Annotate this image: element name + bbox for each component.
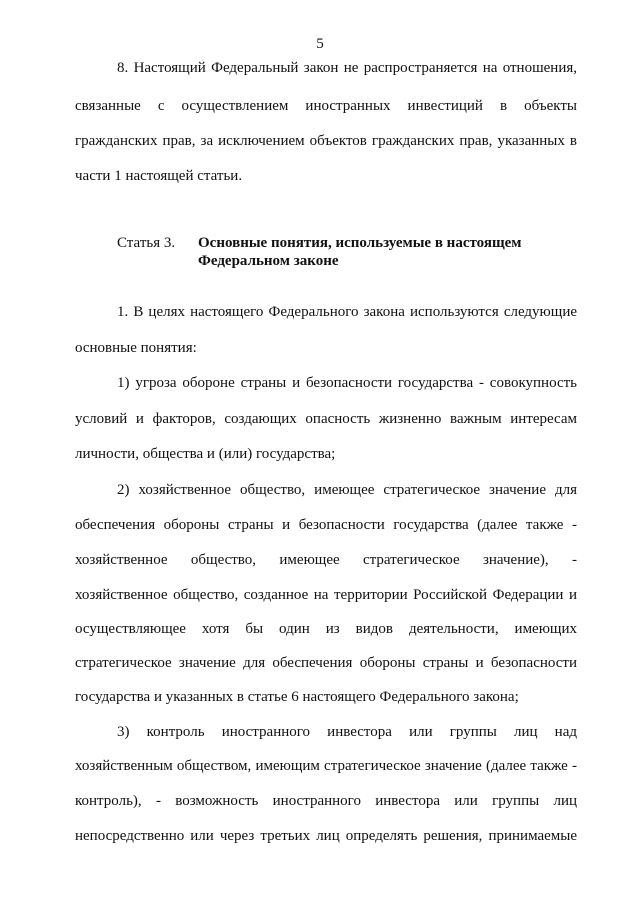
item-2-line-7: государства и указанных в статье 6 настоящего Федерального закона;: [75, 689, 519, 705]
item-2-line-3: хозяйственное общество, имеющее стратегическое значение), -: [75, 552, 577, 568]
article-title-line-2: Федеральном законе: [198, 253, 339, 269]
item-2-line-4: хозяйственное общество, созданное на территории Российской Федерации и: [75, 587, 577, 603]
item-1-line-3: личности, общества и (или) государства;: [75, 446, 336, 462]
item-2-line-1: 2) хозяйственное общество, имеющее стратегическое значение для: [117, 482, 577, 498]
clause-1-line-1: 1. В целях настоящего Федерального закона используются следующие: [117, 304, 577, 320]
article-label: Статья 3.: [117, 235, 176, 251]
paragraph-8-line-3: гражданских прав, за исключением объектов гражданских прав, указанных в: [75, 133, 577, 149]
article-title-line-1: Основные понятия, используемые в настоящем: [198, 235, 522, 251]
item-2-line-5: осуществляющее хотя бы один из видов деятельности, имеющих: [75, 621, 577, 637]
clause-1-line-2: основные понятия:: [75, 340, 197, 356]
item-3-line-1: 3) контроль иностранного инвестора или группы лиц над: [117, 724, 577, 740]
paragraph-8-line-4: части 1 настоящей статьи.: [75, 168, 243, 184]
page-number: 5: [316, 36, 324, 52]
article-title: [198, 234, 522, 270]
item-1-line-2: условий и факторов, создающих опасность жизненно важным интересам: [75, 411, 577, 427]
item-2-line-2: обеспечения обороны страны и безопасности государства (далее также -: [75, 517, 577, 533]
item-3-line-2: хозяйственным обществом, имеющим стратегическое значение (далее также -: [75, 758, 577, 774]
paragraph-8-line-2: связанные с осуществлением иностранных инвестиций в объекты: [75, 98, 577, 114]
item-3-line-3: контроль), - возможность иностранного инвестора или группы лиц: [75, 793, 577, 809]
paragraph-8-line-1: 8. Настоящий Федеральный закон не распространяется на отношения,: [117, 60, 577, 76]
item-1-line-1: 1) угроза обороне страны и безопасности государства - совокупность: [117, 375, 577, 391]
item-3-line-4: непосредственно или через третьих лиц определять решения, принимаемые: [75, 828, 577, 844]
item-2-line-6: стратегическое значение для обеспечения обороны страны и безопасности: [75, 655, 577, 671]
